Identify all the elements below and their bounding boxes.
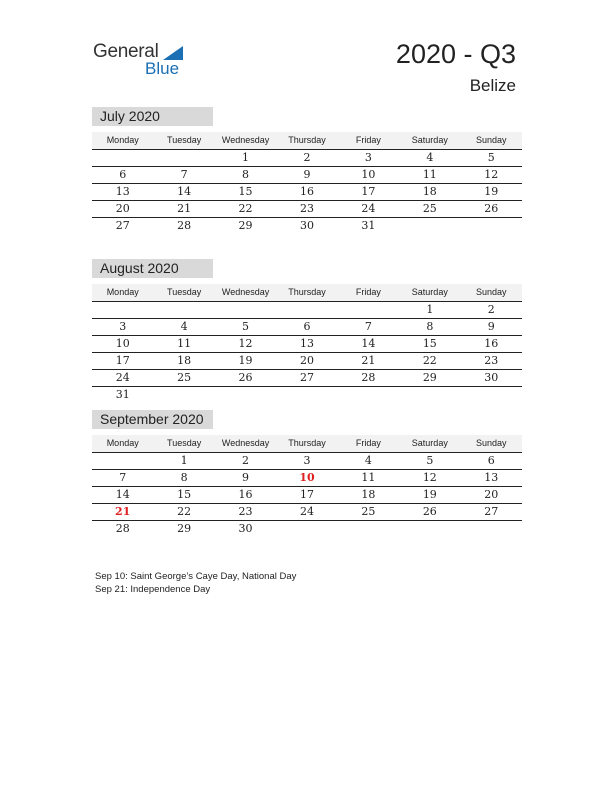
day-cell: 29 [177, 522, 192, 535]
day-cell: 8 [426, 320, 434, 333]
day-cell: 25 [422, 202, 437, 215]
month-header: August 2020 [92, 259, 213, 278]
weekday-label: Tuesday [167, 438, 202, 448]
day-cell: 3 [364, 151, 372, 164]
day-cell: 28 [115, 522, 130, 535]
day-cell: 11 [422, 168, 437, 181]
day-cell: 31 [115, 388, 130, 401]
day-cell: 2 [242, 454, 250, 467]
empty-day-cell [338, 387, 399, 403]
day-cell: 26 [484, 202, 499, 215]
week-row [92, 504, 522, 521]
weekday-label: Sunday [475, 438, 507, 448]
day-cell: 27 [484, 505, 499, 518]
weekday-label: Monday [106, 287, 139, 297]
day-cell: 5 [426, 454, 434, 467]
day-cell: 1 [426, 303, 434, 316]
week-row [92, 521, 522, 537]
day-cell: 20 [299, 354, 314, 367]
day-cell: 18 [177, 354, 192, 367]
day-cell: 12 [484, 168, 499, 181]
weekday-label: Saturday [411, 287, 448, 297]
day-cell: 12 [422, 471, 437, 484]
day-cell: 21 [177, 202, 192, 215]
day-cell: 22 [177, 505, 192, 518]
day-cell: 7 [119, 471, 127, 484]
day-cell: 10 [115, 337, 130, 350]
day-cell: 30 [484, 371, 499, 384]
empty-day-cell [276, 302, 337, 318]
generalblue-logo [93, 41, 193, 81]
weekday-label: Saturday [411, 438, 448, 448]
holiday-note: Sep 10: Saint George’s Caye Day, National Day [95, 571, 297, 582]
day-cell: 13 [484, 471, 499, 484]
day-cell: 30 [238, 522, 253, 535]
day-cell: 19 [238, 354, 253, 367]
logo-text-general: General [93, 41, 159, 62]
day-cell: 27 [115, 219, 130, 232]
empty-day-cell [153, 302, 214, 318]
weekday-label: Monday [106, 438, 139, 448]
empty-day-cell [92, 150, 153, 166]
week-row [92, 336, 522, 353]
week-row [92, 218, 522, 234]
weekday-label: Monday [106, 135, 139, 145]
day-cell: 7 [180, 168, 188, 181]
day-cell: 23 [484, 354, 499, 367]
day-cell: 28 [177, 219, 192, 232]
empty-day-cell [276, 521, 337, 537]
weekday-label: Tuesday [167, 135, 202, 145]
day-cell: 10 [361, 168, 376, 181]
day-cell: 16 [299, 185, 314, 198]
day-cell: 4 [180, 320, 188, 333]
day-cell: 9 [242, 471, 250, 484]
empty-day-cell [215, 302, 276, 318]
empty-day-cell [338, 521, 399, 537]
day-cell: 18 [361, 488, 376, 501]
week-row [92, 387, 522, 403]
weekday-label: Thursday [288, 287, 326, 297]
day-cell: 3 [303, 454, 311, 467]
day-cell: 26 [422, 505, 437, 518]
day-cell: 2 [487, 303, 495, 316]
empty-day-cell [215, 387, 276, 403]
week-row [92, 201, 522, 218]
day-cell: 22 [422, 354, 437, 367]
empty-day-cell [92, 302, 153, 318]
day-cell: 26 [238, 371, 253, 384]
weekday-label: Thursday [288, 135, 326, 145]
day-cell: 25 [177, 371, 192, 384]
weekday-label: Friday [355, 135, 381, 145]
empty-day-cell [276, 387, 337, 403]
day-cell: 5 [487, 151, 495, 164]
holiday-notes [95, 570, 296, 596]
week-row [92, 453, 522, 470]
weekday-header-row [92, 132, 522, 150]
empty-day-cell [92, 453, 153, 469]
day-cell: 10 [299, 471, 315, 484]
empty-day-cell [338, 302, 399, 318]
day-cell: 22 [238, 202, 253, 215]
day-cell: 15 [177, 488, 192, 501]
weekday-label: Friday [355, 287, 381, 297]
day-cell: 23 [238, 505, 253, 518]
weekday-header-row [92, 284, 522, 302]
day-cell: 15 [238, 185, 253, 198]
day-cell: 17 [361, 185, 376, 198]
day-cell: 24 [115, 371, 130, 384]
day-cell: 24 [361, 202, 376, 215]
week-row [92, 370, 522, 387]
day-cell: 14 [115, 488, 130, 501]
day-cell: 8 [180, 471, 188, 484]
day-cell: 11 [361, 471, 376, 484]
week-row [92, 470, 522, 487]
day-cell: 14 [177, 185, 192, 198]
empty-day-cell [461, 521, 522, 537]
day-cell: 1 [180, 454, 188, 467]
weekday-label: Thursday [288, 438, 326, 448]
month-august [92, 259, 522, 403]
day-cell: 14 [361, 337, 376, 350]
week-row [92, 150, 522, 167]
empty-day-cell [461, 218, 522, 234]
day-cell: 6 [487, 454, 495, 467]
week-row [92, 302, 522, 319]
week-row [92, 353, 522, 370]
holiday-note: Sep 21: Independence Day [95, 584, 211, 595]
empty-day-cell [461, 387, 522, 403]
day-cell: 9 [303, 168, 311, 181]
day-cell: 3 [119, 320, 127, 333]
month-september [92, 410, 522, 537]
week-row [92, 319, 522, 336]
empty-day-cell [153, 150, 214, 166]
day-cell: 7 [364, 320, 372, 333]
month-header: July 2020 [92, 107, 213, 126]
weekday-label: Wednesday [221, 438, 270, 448]
logo-text-blue: Blue [145, 59, 180, 78]
day-cell: 29 [238, 219, 253, 232]
day-cell: 1 [242, 151, 250, 164]
empty-day-cell [399, 521, 460, 537]
day-cell: 4 [426, 151, 434, 164]
day-cell: 29 [422, 371, 437, 384]
day-cell: 5 [242, 320, 250, 333]
day-cell: 4 [364, 454, 372, 467]
weekday-label: Tuesday [167, 287, 202, 297]
week-row [92, 167, 522, 184]
empty-day-cell [153, 387, 214, 403]
day-cell: 17 [299, 488, 314, 501]
day-cell: 20 [115, 202, 130, 215]
country-name: Belize [469, 76, 516, 95]
day-cell: 12 [238, 337, 253, 350]
day-cell: 27 [299, 371, 314, 384]
day-cell: 13 [115, 185, 130, 198]
day-cell: 28 [361, 371, 376, 384]
day-cell: 6 [119, 168, 127, 181]
day-cell: 21 [361, 354, 376, 367]
day-cell: 9 [487, 320, 495, 333]
weekday-label: Sunday [475, 135, 507, 145]
weekday-label: Friday [355, 438, 381, 448]
weekday-label: Wednesday [221, 135, 270, 145]
day-cell: 25 [361, 505, 376, 518]
day-cell: 20 [484, 488, 499, 501]
day-cell: 15 [422, 337, 437, 350]
day-cell: 2 [303, 151, 311, 164]
day-cell: 17 [115, 354, 130, 367]
page-title: 2020 - Q3 [395, 39, 516, 69]
month-july [92, 107, 522, 234]
day-cell: 19 [422, 488, 437, 501]
day-cell: 6 [303, 320, 311, 333]
day-cell: 16 [484, 337, 499, 350]
day-cell: 23 [299, 202, 314, 215]
week-row [92, 184, 522, 201]
weekday-label: Sunday [475, 287, 507, 297]
month-header: September 2020 [92, 410, 213, 429]
day-cell: 8 [242, 168, 250, 181]
day-cell: 21 [115, 505, 131, 518]
day-cell: 16 [238, 488, 253, 501]
day-cell: 13 [299, 337, 314, 350]
weekday-label: Saturday [411, 135, 448, 145]
empty-day-cell [399, 387, 460, 403]
day-cell: 11 [177, 337, 192, 350]
weekday-label: Wednesday [221, 287, 270, 297]
day-cell: 31 [361, 219, 376, 232]
day-cell: 24 [299, 505, 314, 518]
logo-triangle-icon [163, 46, 183, 60]
empty-day-cell [399, 218, 460, 234]
day-cell: 30 [299, 219, 314, 232]
day-cell: 18 [422, 185, 437, 198]
week-row [92, 487, 522, 504]
day-cell: 19 [484, 185, 499, 198]
weekday-header-row [92, 435, 522, 453]
